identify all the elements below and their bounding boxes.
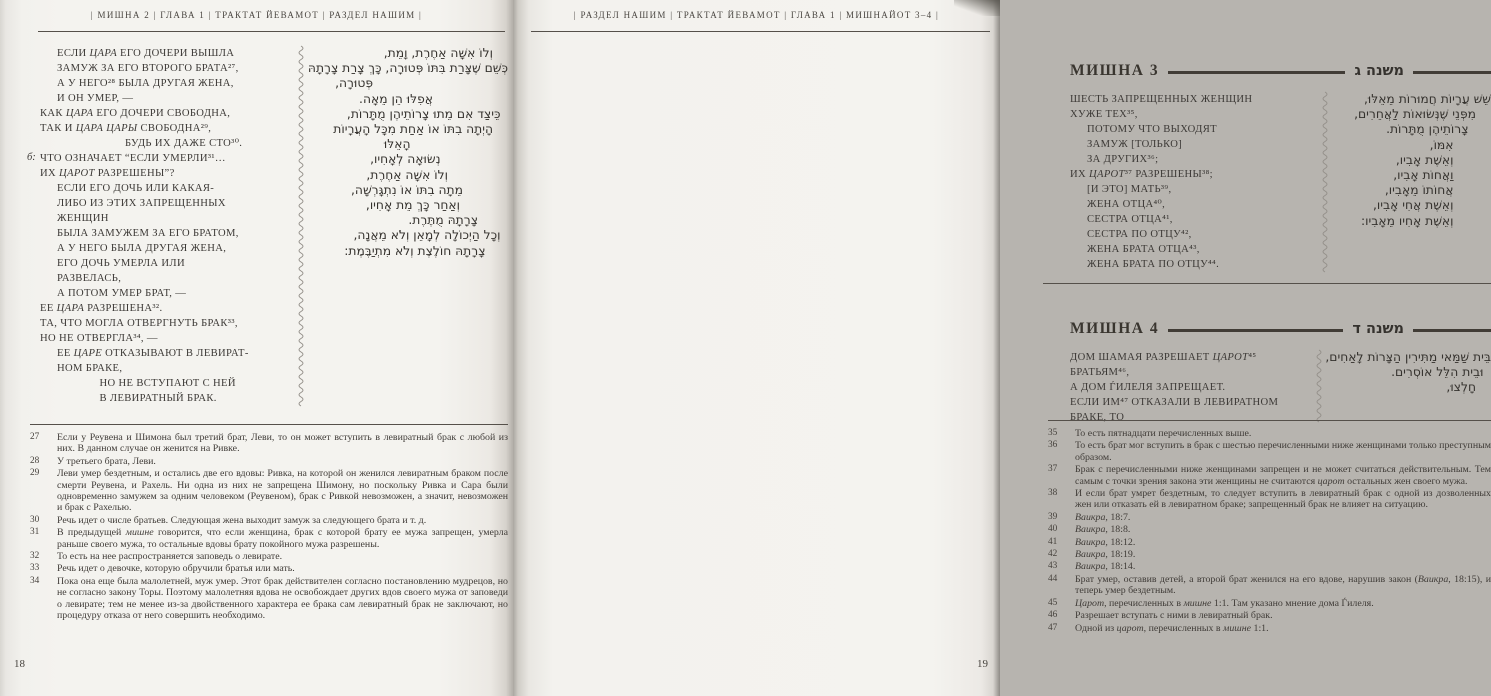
mishna-text-line-ru: НО НЕ ОТВЕРГЛА³⁴, —: [40, 333, 158, 344]
footnote-number: 42: [1048, 549, 1058, 560]
footnote-number: 44: [1048, 573, 1058, 584]
footnote-list-left: [30, 432, 508, 622]
wavy-divider-icon: [295, 46, 308, 402]
footnote-text: Ваикра, 18:12.: [1075, 536, 1136, 548]
mishna-text-line-ru: ЗАМУЖ [ТОЛЬКО]: [1087, 139, 1183, 150]
footnote-row: [30, 432, 508, 455]
footnote-number: 27: [30, 432, 40, 442]
footnote-text: То есть на нее распространяется заповедь о левирате.: [57, 551, 283, 563]
mishna-text-line-ru: ТАК И ЦАРА ЦАРЫ СВОБОДНА²⁹,: [40, 123, 212, 134]
mishna-text-line-ru: БУДЬ ИХ ДАЖЕ СТО³⁰.: [125, 138, 243, 149]
mishna-text-line-ru: СЕСТРА ОТЦА⁴¹,: [1087, 214, 1173, 225]
footnote-row: [30, 456, 508, 467]
mishna-text-line-he: וְאֵשֶׁת אָבִיו,: [1395, 152, 1454, 167]
footnote-row: [1048, 549, 1491, 560]
header-rule-left: [38, 31, 505, 32]
mishna-text-line-he: אֲפִלּוּ הֵן מֵאָה.: [359, 91, 433, 106]
mishna3-russian-column: [1070, 92, 1318, 272]
mishna-text-line-ru: ХУЖЕ ТЕХ³⁵,: [1070, 109, 1138, 120]
mishna-text-line-ru: ЖЕНЩИН: [57, 213, 109, 224]
footnote-row: [1048, 428, 1491, 439]
page-number-left: 18: [14, 658, 25, 670]
mishna-text-line-he: אִמּוֹ,: [1429, 137, 1454, 152]
mishna-text-line-he: הָיְתָה בִתּוֹ אוֹ אַחַת מִכָּל הָעֲרָיוֹת: [333, 122, 493, 137]
folio-marker: б:: [27, 152, 36, 163]
mishna-text-line-ru: А ПОТОМ УМЕР БРАТ, —: [57, 288, 187, 299]
heading-rule: [1168, 71, 1345, 74]
mishna-text-line-ru: А У НЕГО²⁸ БЫЛА ДРУГАЯ ЖЕНА,: [57, 78, 234, 89]
mishna4-heading: [1070, 320, 1491, 338]
footnote-number: 40: [1048, 524, 1058, 535]
footnote-row: [30, 515, 508, 526]
mishna2-russian-column: [38, 46, 295, 406]
mishna-text-line-he: חָלְצוּ,: [1446, 380, 1476, 395]
footnote-number: 39: [1048, 511, 1058, 522]
footnote-text: Если у Реувена и Шимона был третий брат, Леви, то он может вступить в левиратный брак с любой из них. В данном случае он женится на Ривке.: [57, 432, 508, 455]
mishna-text-line-ru: ЖЕНА БРАТА ПО ОТЦУ⁴⁴.: [1087, 259, 1220, 270]
mishna-text-line-ru: ЕЕ ЦАРА РАЗРЕШЕНА³².: [40, 303, 163, 314]
footnote-number: 34: [30, 575, 40, 586]
mishna-text-line-he: פְּטוּרָה,: [335, 76, 373, 91]
mishna-text-line-ru: ИХ ЦАРОТ³⁷ РАЗРЕШЕНЫ³⁸;: [1070, 169, 1213, 180]
footnote-text: Разрешает вступать с ними в левиратный брак.: [1075, 610, 1273, 622]
footnote-number: 30: [30, 514, 40, 525]
mishna-text-line-he: וְלוֹ אִשָּׁה אַחֶרֶת, וָמֵת,: [383, 46, 493, 60]
mishna-text-line-he: נְשׂוּאָה לְאָחִיו,: [370, 152, 441, 167]
running-head-left: | МИШНА 2 | ГЛАВА 1 | ТРАКТАТ ЙЕВАМОТ | РАЗДЕЛ НАШИМ |: [90, 10, 423, 20]
footnote-number: 32: [30, 551, 40, 562]
mishna-text-line-ru: ЗА ДРУГИХ³⁶;: [1087, 154, 1159, 165]
mishna-text-line-he: וְאֵשֶׁת אָחִיו מֵאָבִיו:: [1361, 213, 1454, 228]
footnote-row: [1048, 537, 1491, 548]
mishna-text-line-ru: ЖЕНА ОТЦА⁴⁰,: [1087, 199, 1166, 210]
footnote-row: [1048, 524, 1491, 535]
footnote-text: У третьего брата, Леви.: [57, 455, 156, 467]
header-rule-right: [531, 31, 990, 32]
mishna-text-line-ru: БРАКЕ, ТО: [1070, 412, 1125, 423]
mishna3-heading: [1070, 62, 1491, 80]
heading-rule-end: [1413, 329, 1491, 332]
footnote-rule-right: [1048, 420, 1491, 421]
mishna-text-line-he: אֲחוֹתוֹ מֵאָבִיו,: [1384, 183, 1454, 198]
footnote-row: [30, 576, 508, 622]
footnote-row: [30, 551, 508, 562]
mishna-text-line-he: וְלוֹ אִשָּׁה אַחֶרֶת,: [366, 167, 448, 182]
mishna-text-line-ru: ИХ ЦАРОТ РАЗРЕШЕНЫ”?: [40, 168, 175, 179]
footnote-number: 36: [1048, 440, 1058, 451]
mishna-text-line-he: וַאֲחוֹת אָבִיו,: [1393, 168, 1454, 183]
footnote-number: 38: [1048, 488, 1058, 499]
mishna4-hebrew-column: [1325, 350, 1491, 396]
mishna-text-line-ru: ЛИБО ИЗ ЭТИХ ЗАПРЕЩЕННЫХ: [57, 198, 226, 209]
mishna-text-line-ru: ЗАМУЖ ЗА ЕГО ВТОРОГО БРАТА²⁷,: [57, 63, 239, 74]
running-head-right: | РАЗДЕЛ НАШИМ | ТРАКТАТ ЙЕВАМОТ | ГЛАВА 1 | МИШНАЙОТ 3–4 |: [573, 10, 940, 20]
footnote-row: [1048, 464, 1491, 487]
heading-rule-end: [1413, 71, 1491, 74]
mishna-text-line-ru: ЕСЛИ ИМ⁴⁷ ОТКАЗАЛИ В ЛЕВИРАТНОМ: [1070, 397, 1279, 408]
footnotes-right: [1048, 420, 1491, 635]
footnote-number: 35: [1048, 428, 1058, 438]
mishna3-title-ru: МИШНА 3: [1070, 62, 1160, 79]
mishna4-russian-column: [1070, 350, 1312, 425]
page-left: [0, 0, 513, 696]
mishna-text-line-ru: БЫЛА ЗАМУЖЕМ ЗА ЕГО БРАТОМ,: [57, 228, 239, 239]
footnote-row: [30, 527, 508, 550]
footnote-number: 33: [30, 563, 40, 574]
mishna2-body: [38, 46, 508, 406]
mishna-text-line-ru: БРАТЬЯМ⁴⁶,: [1070, 367, 1130, 378]
footnote-rule-left: [30, 424, 508, 425]
footnote-row: [1048, 574, 1491, 597]
footnote-text: Речь идет о девочке, которую обручили братья или мать.: [57, 563, 295, 575]
section-rule: [1043, 283, 1491, 284]
footnote-text: То есть пятнадцати перечисленных выше.: [1075, 428, 1252, 439]
footnote-row: [1048, 610, 1491, 621]
mishna-text-line-ru: ЕЕ ЦАРЕ ОТКАЗЫВАЮТ В ЛЕВИРАТ-: [57, 348, 249, 359]
mishna-text-line-he: מֵתָה בִתּוֹ אוֹ נִתְגָּרְשָׁה,: [351, 182, 463, 197]
footnote-number: 46: [1048, 610, 1058, 621]
mishna2-hebrew-column: [308, 46, 508, 259]
mishna-text-line-ru: А ДОМ ЃИЛЕЛЯ ЗАПРЕЩАЕТ.: [1070, 382, 1226, 393]
mishna-text-line-ru: ЧТО ОЗНАЧАЕТ “ЕСЛИ УМЕРЛИ³¹…: [40, 153, 226, 164]
wavy-divider-icon: [1312, 350, 1326, 414]
mishna-text-line-he: כֵּיצַד אִם מֵתוּ צָרוֹתֵיהֶן מֻתָּרוֹת,: [346, 106, 501, 121]
page-number-right: 19: [977, 658, 988, 670]
mishna-text-line-he: וְאַחַר כָּךְ מֵת אָחִיו,: [365, 198, 460, 213]
mishna-text-line-ru: ПОТОМУ ЧТО ВЫХОДЯТ: [1087, 124, 1217, 135]
footnote-row: [1048, 561, 1491, 572]
mishna3-hebrew-column: [1332, 92, 1491, 229]
footnote-number: 43: [1048, 561, 1058, 572]
footnote-number: 29: [30, 468, 40, 479]
footnote-text: Одной из царот, перечисленных в мишне 1:1.: [1075, 622, 1269, 634]
footnote-text: Брак с перечисленными ниже женщинами запрещен и не может считаться действительным. Тем самым с точки зрения закона эти женщины не считаются царот остальных жен своего мужа.: [1075, 464, 1491, 487]
footnote-text: Ваикра, 18:7.: [1075, 511, 1131, 523]
mishna4-title-ru: МИШНА 4: [1070, 320, 1160, 337]
mishna-text-line-ru: СЕСТРА ПО ОТЦУ⁴²,: [1087, 229, 1192, 240]
mishna4-title-he: משנה ד: [1352, 321, 1404, 337]
footnote-text: И если брат умрет бездетным, то следует вступить в левиратный брак с одной из дозволенных жен или отказать ей в левиратном браке; запрещенный брак не влияет на ситуацию.: [1075, 488, 1491, 511]
footnote-row: [1048, 623, 1491, 634]
mishna4-section: [1070, 320, 1491, 425]
page-right: [513, 0, 1491, 696]
footnote-row: [30, 468, 508, 514]
footnote-list-right: [1048, 428, 1491, 634]
mishna-text-line-ru: ДОМ ШАМАЯ РАЗРЕШАЕТ ЦАРОТ⁴⁵: [1070, 352, 1257, 363]
mishna-text-line-ru: А У НЕГО БЫЛА ДРУГАЯ ЖЕНА,: [57, 243, 227, 254]
footnotes-left: [30, 424, 508, 623]
mishna-text-line-ru: ЕСЛИ ЕГО ДОЧЬ ИЛИ КАКАЯ-: [57, 183, 215, 194]
footnote-number: 28: [30, 455, 40, 466]
mishna-text-line-ru: ЕСЛИ ЦАРА ЕГО ДОЧЕРИ ВЫШЛА: [57, 48, 235, 59]
mishna-text-line-ru: ШЕСТЬ ЗАПРЕЩЕННЫХ ЖЕНЩИН: [1070, 94, 1253, 105]
mishna-text-line-he: וּבֵית הִלֵּל אוֹסְרִים.: [1391, 365, 1484, 380]
mishna-text-line-he: צָרָתָהּ חוֹלֶצֶת וְלֹא מִתְיַבֶּמֶת:: [344, 243, 486, 258]
footnote-number: 45: [1048, 597, 1058, 608]
wavy-divider-icon: [1318, 92, 1332, 268]
footnote-number: 37: [1048, 464, 1058, 475]
mishna-text-line-ru: И ОН УМЕР, —: [57, 93, 134, 104]
footnote-number: 41: [1048, 536, 1058, 547]
heading-rule: [1168, 329, 1343, 332]
footnote-text: Ваикра, 18:8.: [1075, 524, 1131, 536]
footnote-text: Ваикра, 18:14.: [1075, 561, 1136, 573]
mishna-text-line-he: הָאֵלּוּ: [383, 137, 411, 152]
mishna-text-line-he: צָרָתָהּ מֻתֶּרֶת.: [408, 213, 478, 228]
mishna-text-line-he: מִפְּנֵי שֶׁנְּשׂוּאוֹת לַאֲחֵרִים,: [1354, 107, 1476, 122]
mishna-text-line-he: שֵׁשׁ עֲרָיוֹת חֲמוּרוֹת מֵאֵלּוּ,: [1363, 92, 1491, 106]
mishna4-body: [1070, 350, 1491, 425]
footnote-row: [1048, 488, 1491, 511]
mishna-text-line-ru: ТА, ЧТО МОГЛА ОТВЕРГНУТЬ БРАК³³,: [40, 318, 238, 329]
footnote-text: Леви умер бездетным, и остались две его вдовы: Ривка, на которой он женился левиратным браком после смерти Реувена, и Рахель. Ни одна из них не запрещена Шимону, но поскольку Ривка и Сара были одновременно замужем за одним человеком (Реувеном), брак с Ривкой невозможен, а значит, невозможен и брак с Рахелью.: [57, 468, 508, 514]
mishna3-section: [1070, 62, 1491, 272]
mishna-text-line-ru: В ЛЕВИРАТНЫЙ БРАК.: [99, 393, 217, 404]
footnote-text: Брат умер, оставив детей, а второй брат женился на его вдове, нарушив закон (Ваикра, 18:15), и теперь умер бездетным.: [1075, 573, 1491, 597]
mishna-text-line-he: כְּשֵׁם שֶׁצָּרַת בִּתּוֹ פְּטוּרָה, כָּךְ צָרַת צָרָתָהּ: [307, 61, 508, 76]
mishna-text-line-ru: НО НЕ ВСТУПАЮТ С НЕЙ: [99, 378, 236, 389]
footnote-text: Царот, перечисленных в мишне 1:1. Там указано мнение дома Ѓилеля.: [1075, 597, 1374, 609]
footnote-row: [30, 563, 508, 574]
mishna3-title-he: משנה ג: [1354, 63, 1404, 79]
mishna-text-line-ru: ЖЕНА БРАТА ОТЦА⁴³,: [1087, 244, 1200, 255]
mishna-text-line-he: וְאֵשֶׁת אֲחִי אָבִיו,: [1372, 198, 1454, 213]
mishna-text-line-ru: ЕГО ДОЧЬ УМЕРЛА ИЛИ: [57, 258, 185, 269]
mishna-text-line-ru: РАЗВЕЛАСЬ,: [57, 273, 122, 284]
mishna-text-line-he: צָרוֹתֵיהֶן מֻתָּרוֹת.: [1386, 122, 1469, 137]
mishna-text-line-ru: [И ЭТО] МАТЬ³⁹,: [1087, 184, 1172, 195]
footnote-text: Пока она еще была малолетней, муж умер. Этот брак действителен согласно постановлению мудрецов, но не согласно закону Торы. Поэтому малолетняя вдова не освобождает других вдов своего мужа от заповеди о левирате; тем не менее из-за двойственного характера ее брака сам левиратный брак не заключают, но процедуру отказа от него совершить необходимо.: [57, 575, 508, 622]
footnote-row: [1048, 440, 1491, 463]
mishna-text-line-he: וְכָל הַיְכוֹלָה לְמָאֵן וְלֹא מֵאֲנָה,: [353, 228, 501, 243]
footnote-row: [1048, 512, 1491, 523]
footnote-number: 31: [30, 527, 40, 538]
mishna-text-line-he: בֵּית שַׁמַּאי מַתִּירִין הַצָּרוֹת לָאַחִים,: [1325, 350, 1491, 364]
mishna-text-line-ru: НОМ БРАКЕ,: [57, 363, 123, 374]
mishna-text-line-ru: КАК ЦАРА ЕГО ДОЧЕРИ СВОБОДНА,: [40, 108, 231, 119]
mishna3-body: [1070, 92, 1491, 272]
footnote-number: 47: [1048, 622, 1058, 633]
footnote-text: Ваикра, 18:19.: [1075, 549, 1136, 561]
footnote-text: В предыдущей мишне говорится, что если женщина, брак с которой брату ее мужа запрещен, умерла раньше своего мужа, то остальные вдовы брату покойного мужа разрешены.: [57, 527, 508, 550]
footnote-row: [1048, 598, 1491, 609]
footnote-text: Речь идет о числе братьев. Следующая жена выходит замуж за следующего брата и т. д.: [57, 514, 427, 526]
footnote-text: То есть брат мог вступить в брак с шестью перечисленными ниже женщинами только преступным образом.: [1075, 440, 1491, 463]
